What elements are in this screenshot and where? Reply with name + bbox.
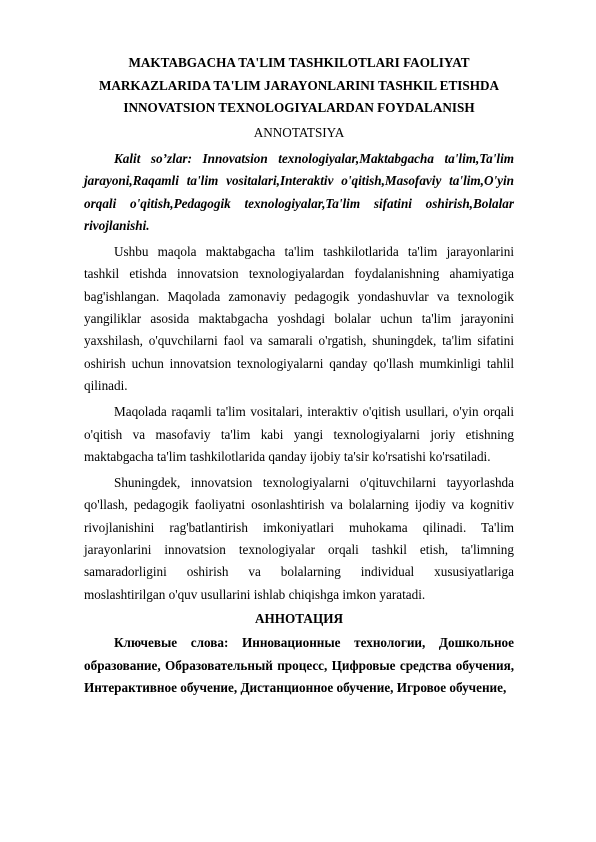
document-page bbox=[84, 52, 514, 699]
keywords-ru: Ключевые слова: Инновационные технологии, Дошкольное образование, Образовательный процесс, Цифровые средства обучения, Интерактивное обучение, Дистанционное обучение, Игровое обучение, bbox=[84, 635, 514, 696]
keywords-uz: Kalit so’zlar: Innovatsion texnologiyalar,Maktabgacha ta'lim,Ta'lim jarayoni,Raqamli ta'lim vositalari,Interaktiv o'qitish,Masofaviy ta'lim,O'yin orqali o'qitish,Pedagogik texnologiyalar,Ta'lim sifatini oshirish,Bolalar rivojlanishi. bbox=[84, 151, 514, 233]
annotation-heading-ru: АННОТАЦИЯ bbox=[255, 610, 343, 626]
paragraph-1: Ushbu maqola maktabgacha ta'lim tashkilotlarida ta'lim jarayonlarini tashkil etishda innovatsion texnologiyalardan foydalanishning ahamiyatiga bag'ishlangan. Maqolada zamonaviy pedagogik yondashuvlar va texnologik yangiliklar asosida maktabgacha yoshdagi bolalar uchun ta'lim jarayonini yaxshilash, o'quvchilarni faol va samarali o'rgatish, shuningdek, ta'lim sifatini oshirish uchun innovatsion texnologiyalarni qanday qo'llash mumkinligi tahlil qilinadi. bbox=[84, 244, 514, 393]
paragraph-2: Maqolada raqamli ta'lim vositalari, interaktiv o'qitish usullari, o'yin orqali o'qitish va masofaviy ta'lim kabi yangi texnologiyalarni joriy etishning maktabgacha ta'lim tashkilotlarida qanday ijobiy ta'sir ko'rsatishi ko'rsatiladi. bbox=[84, 404, 514, 464]
paragraph-3: Shuningdek, innovatsion texnologiyalarni o'qituvchilarni tayyorlashda qo'llash, pedagogik faoliyatni osonlashtirish va bolalarning ijodiy va kognitiv rivojlanishini rag'batlantirish imkoniyatlari muhokama qilinadi. Ta'lim jarayonlarini innovatsion texnologiyalar orqali tashkil etish, ta'limning samaradorligini oshirish va bolalarning individual xususiyatlariga moslashtirilgan o'quv usullarini ishlab chiqishga imkon yaratadi. bbox=[84, 475, 514, 602]
article-title: MAKTABGACHA TA'LIM TASHKILOTLARI FAOLIYAT MARKAZLARIDA TA'LIM JARAYONLARINI TASHKIL ETISHDA INNOVATSION TEXNOLOGIYALARDAN FOYDALANISH bbox=[98, 55, 500, 115]
annotation-heading-uz: ANNOTATSIYA bbox=[253, 124, 345, 140]
